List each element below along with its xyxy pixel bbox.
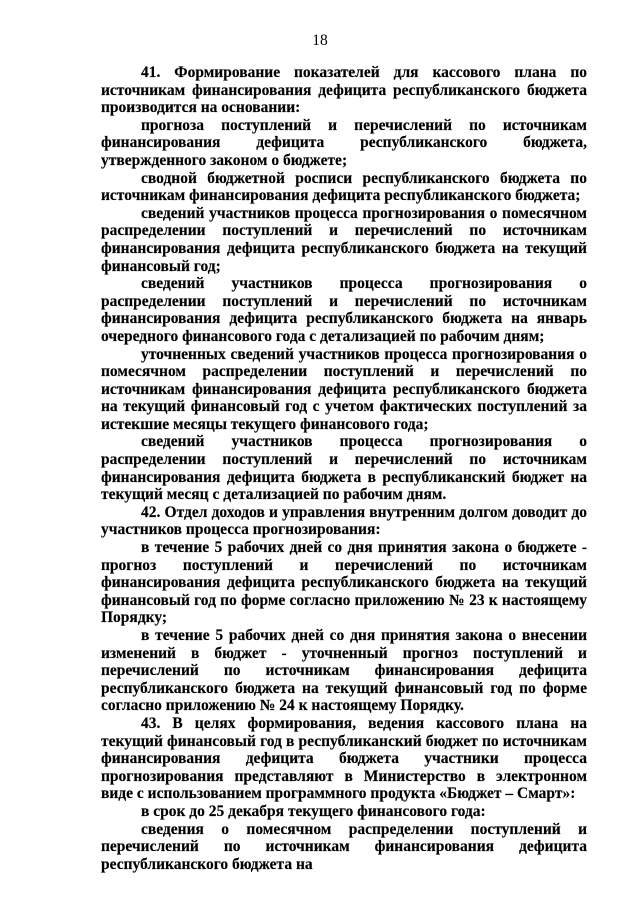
paragraph-december-deadline: в срок до 25 декабря текущего финансового года: (141, 802, 486, 820)
paragraph-consolidated-list-basis: сводной бюджетной росписи республиканского бюджета по источникам финансирования дефицита республиканского бюджета; (101, 169, 587, 205)
paragraph-current-month-basis: сведений участников процесса прогнозирования о распределении поступлений и перечислений по источникам финансирования дефицита бюджета в республиканский бюджет на текущий месяц с детализацией по рабочим дням. (101, 433, 587, 504)
paragraph-january-distribution-basis: сведений участников процесса прогнозирования о распределении поступлений и перечислений по источникам финансирования дефицита республиканского бюджета на январь очередного финансового года с детализацией по рабочим дням; (101, 275, 587, 345)
document-body (101, 64, 587, 873)
paragraph-forecast-basis: прогноза поступлений и перечислений по источникам финансирования дефицита республиканского бюджета, утвержденного законом о бюджете; (101, 116, 587, 169)
paragraph-41-intro: 41. Формирование показателей для кассового плана по источникам финансирования дефицита республиканского бюджета производится на основании: (101, 64, 587, 117)
paragraph-43-intro: 43. В целях формирования, ведения кассового плана на текущий финансовый год в республиканский бюджет по источникам финансирования дефицита бюджета участники процесса прогнозирования представляют в Министерство в электронном виде с использованием программного продукта «Бюджет – Смарт»: (101, 714, 587, 803)
paragraph-updated-forecast-deadline: в течение 5 рабочих дней со дня принятия закона о внесении изменений в бюджет - уточненный прогноз поступлений и перечислений по источникам финансирования дефицита республиканского бюджета на текущий финансовый год по форме согласно приложению № 24 к настоящему Порядку. (101, 627, 587, 715)
paragraph-monthly-distribution-info: сведения о помесячном распределении поступлений и перечислений по источникам финансирования дефицита республиканского бюджета на (101, 820, 587, 873)
paragraph-updated-monthly-basis: уточненных сведений участников процесса прогнозирования о помесячном распределении поступлений и перечислений по источникам финансирования дефицита республиканского бюджета на текущий финансовый год с учетом фактических поступлений за истекшие месяцы текущего финансового года; (101, 345, 587, 433)
paragraph-monthly-distribution-basis: сведений участников процесса прогнозирования о помесячном распределении поступлений и перечислений по источникам финансирования дефицита республиканского бюджета на текущий финансовый год; (101, 204, 587, 275)
paragraph-forecast-deadline: в течение 5 рабочих дней со дня принятия закона о бюджете - прогноз поступлений и перечислений по источникам финансирования дефицита республиканского бюджета на текущий финансовый год по форме согласно приложению № 23 к настоящему Порядку; (101, 539, 587, 627)
page-number: 18 (312, 32, 328, 49)
paragraph-42-intro: 42. Отдел доходов и управления внутренним долгом доводит до участников процесса прогнозирования: (101, 503, 587, 539)
